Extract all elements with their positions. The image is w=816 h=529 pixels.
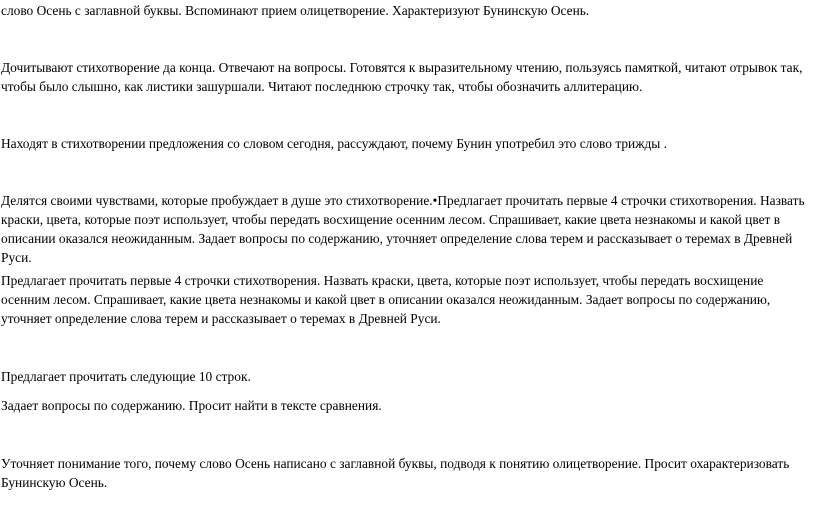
paragraph-2: Дочитывают стихотворение да конца. Отвечают на вопросы. Готовятся к выразительному чтению, пользуясь памяткой, читают отрывок так, чтобы было слышно, как листики зашуршали. Читают последнюю строчку так, чтобы обозначить аллитерацию. — [1, 60, 803, 94]
paragraph-1: слово Осень с заглавной буквы. Вспоминают прием олицетворение. Характеризуют Бунинскую Осень. — [1, 3, 590, 18]
paragraph-5: Предлагает прочитать первые 4 строчки стихотворения. Назвать краски, цвета, которые поэт использует, чтобы передать восхищение осенним лесом. Спрашивает, какие цвета незнакомы и какой цвет в описании оказался неожиданным. Задает вопросы по содержанию, уточняет определение слова терем и рассказывает о теремах в Древней Руси. — [1, 273, 771, 326]
paragraph-6: Предлагает прочитать следующие 10 строк. — [1, 369, 251, 384]
paragraph-3: Находят в стихотворении предложения со словом сегодня, рассуждают, почему Бунин употребил это слово трижды . — [1, 136, 667, 151]
paragraph-4: Делятся своими чувствами, которые пробуждает в душе это стихотворение.•Предлагает прочитать первые 4 строчки стихотворения. Назвать краски, цвета, которые поэт использует, чтобы передать восхищение осенним лесом. Спрашивает, какие цвета незнакомы и какой цвет в описании оказался неожиданным. Задает вопросы по содержанию, уточняет определение слова терем и рассказывает о теремах в Древней Руси. — [1, 193, 805, 265]
paragraph-7: Задает вопросы по содержанию. Просит найти в тексте сравнения. — [1, 398, 382, 413]
paragraph-8: Уточняет понимание того, почему слово Осень написано с заглавной буквы, подводя к понятию олицетворение. Просит охарактеризовать Бунинскую Осень. — [1, 456, 790, 490]
